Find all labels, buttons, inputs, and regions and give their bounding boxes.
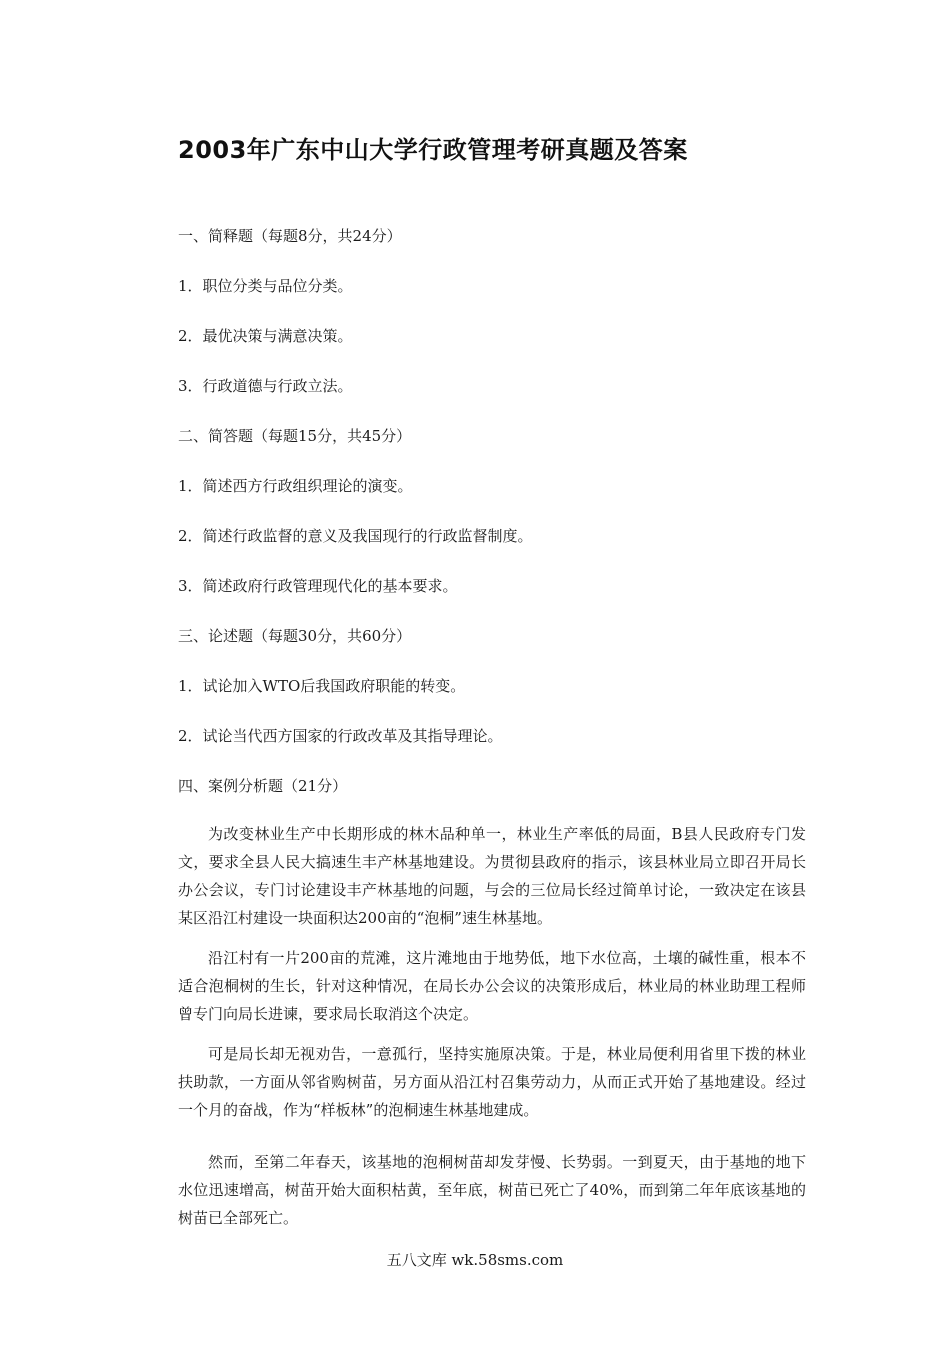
- section1-item: 3．行政道德与行政立法。: [178, 377, 353, 395]
- case-paragraph: 沿江村有一片200亩的荒滩，这片滩地由于地势低，地下水位高，土壤的碱性重，根本不适合泡桐树的生长，针对这种情况，在局长办公会议的决策形成后，林业局的林业助理工程师曾专门向局长进谏，要求局长取消这个决定。: [178, 949, 806, 1023]
- page-footer: 五八文库 wk.58sms.com: [386, 1251, 564, 1269]
- section3-heading: 三、论述题（每题30分，共60分）: [178, 627, 412, 645]
- section3-item: 2．试论当代西方国家的行政改革及其指导理论。: [178, 727, 503, 745]
- section2-item: 2．简述行政监督的意义及我国现行的行政监督制度。: [178, 527, 533, 545]
- section1-heading: 一、简释题（每题8分，共24分）: [178, 227, 402, 245]
- section2-heading: 二、简答题（每题15分，共45分）: [178, 427, 412, 445]
- section2-item: 1．简述西方行政组织理论的演变。: [178, 477, 413, 495]
- section1-item: 1．职位分类与品位分类。: [178, 277, 353, 295]
- section1-item: 2．最优决策与满意决策。: [178, 327, 353, 345]
- case-paragraph: 然而，至第二年春天，该基地的泡桐树苗却发芽慢、长势弱。一到夏天，由于基地的地下水位迅速增高，树苗开始大面积枯黄，至年底，树苗已死亡了40%，而到第二年年底该基地的树苗已全部死亡。: [178, 1153, 806, 1227]
- case-paragraph: 为改变林业生产中长期形成的林木品种单一，林业生产率低的局面，B县人民政府专门发文，要求全县人民大搞速生丰产林基地建设。为贯彻县政府的指示，该县林业局立即召开局长办公会议，专门讨论建设丰产林基地的问题，与会的三位局长经过简单讨论，一致决定在该县某区沿江村建设一块面积达200亩的“泡桐”速生林基地。: [178, 825, 806, 927]
- section2-item: 3．简述政府行政管理现代化的基本要求。: [178, 577, 458, 595]
- section4-heading: 四、案例分析题（21分）: [178, 777, 348, 795]
- section3-item: 1．试论加入WTO后我国政府职能的转变。: [178, 677, 466, 695]
- case-paragraph: 可是局长却无视劝告，一意孤行，坚持实施原决策。于是，林业局便利用省里下拨的林业扶助款，一方面从邻省购树苗，另方面从沿江村召集劳动力，从而正式开始了基地建设。经过一个月的奋战，作为“样板林”的泡桐速生林基地建成。: [178, 1045, 806, 1119]
- document-title: 2003年广东中山大学行政管理考研真题及答案: [178, 136, 688, 164]
